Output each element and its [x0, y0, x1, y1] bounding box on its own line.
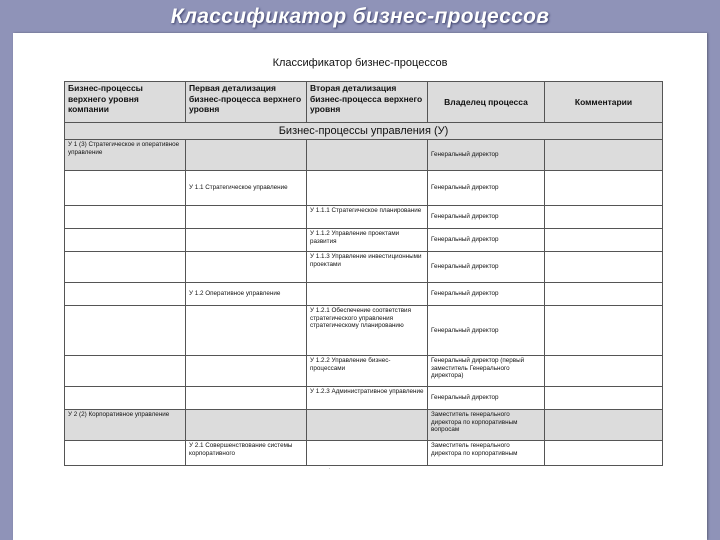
cell-comment — [545, 306, 663, 356]
cell-comment — [545, 252, 663, 283]
header-comments: Комментарии — [545, 82, 663, 123]
cell-comment — [545, 140, 663, 171]
cell-owner: Генеральный директор — [428, 252, 545, 283]
table-row — [65, 306, 663, 356]
cell-top-level — [65, 387, 186, 410]
cell-first-detail — [186, 206, 307, 229]
cell-first-detail — [186, 140, 307, 171]
cell-second-detail: У 1.1.2 Управление проектами развития — [307, 229, 428, 252]
cell-comment — [545, 171, 663, 206]
cell-owner: Генеральный директор (первый заместитель Генерального директора) — [428, 356, 545, 387]
document-title: Классификатор бизнес-процессов — [272, 57, 448, 69]
table-row — [65, 140, 663, 171]
document-page — [13, 33, 707, 540]
cell-owner: Генеральный директор — [428, 306, 545, 356]
cell-top-level — [65, 229, 186, 252]
cell-comment — [545, 283, 663, 306]
table-row — [65, 410, 663, 441]
cell-owner: Генеральный директор — [428, 140, 545, 171]
cell-owner: Генеральный директор — [428, 229, 545, 252]
cell-top-level: У 2 (2) Корпоративное управление — [65, 410, 186, 441]
cell-comment — [545, 441, 663, 466]
header-first-detail: Первая детализация бизнес-процесса верхнего уровня — [186, 82, 307, 123]
table-row — [65, 171, 663, 206]
cell-second-detail — [307, 441, 428, 466]
cell-second-detail — [307, 283, 428, 306]
cell-comment — [545, 410, 663, 441]
cell-second-detail: У 1.2.1 Обеспечение соответствия стратегического управления стратегическому планированию — [307, 306, 428, 356]
table-row — [65, 252, 663, 283]
table-row — [65, 387, 663, 410]
cell-owner: Заместитель генерального директора по корпоративным вопросам — [428, 410, 545, 441]
cell-first-detail — [186, 356, 307, 387]
table-row — [65, 206, 663, 229]
header-second-detail: Вторая детализация бизнес-процесса верхнего уровня — [307, 82, 428, 123]
cell-first-detail — [186, 410, 307, 441]
page-mark: . — [329, 465, 331, 471]
cell-comment — [545, 206, 663, 229]
cell-second-detail — [307, 410, 428, 441]
cell-owner: Заместитель генерального директора по корпоративным — [428, 441, 545, 466]
cell-top-level — [65, 306, 186, 356]
cell-first-detail — [186, 252, 307, 283]
table-row — [65, 283, 663, 306]
section-row — [65, 123, 663, 140]
cell-owner: Генеральный директор — [428, 387, 545, 410]
slide-title: Классификатор бизнес-процессов — [170, 5, 550, 28]
cell-first-detail — [186, 306, 307, 356]
table-row — [65, 441, 663, 466]
cell-second-detail: У 1.1.3 Управление инвестиционными проектами — [307, 252, 428, 283]
cell-first-detail — [186, 387, 307, 410]
cell-top-level — [65, 252, 186, 283]
cell-second-detail: У 1.1.1 Стратегическое планирование — [307, 206, 428, 229]
cell-first-detail: У 1.1 Стратегическое управление — [186, 171, 307, 206]
table-header-row — [65, 82, 663, 123]
cell-comment — [545, 356, 663, 387]
process-classifier-table — [64, 81, 663, 466]
cell-second-detail — [307, 140, 428, 171]
cell-comment — [545, 229, 663, 252]
cell-comment — [545, 387, 663, 410]
cell-top-level — [65, 283, 186, 306]
table-row — [65, 229, 663, 252]
cell-top-level: У 1 (3) Стратегическое и оперативное управление — [65, 140, 186, 171]
header-top-level-processes: Бизнес-процессы верхнего уровня компании — [65, 82, 186, 123]
section-label: Бизнес-процессы управления (У) — [65, 123, 663, 140]
cell-owner: Генеральный директор — [428, 283, 545, 306]
cell-first-detail — [186, 229, 307, 252]
cell-top-level — [65, 206, 186, 229]
cell-second-detail: У 1.2.2 Управление бизнес-процессами — [307, 356, 428, 387]
cell-second-detail — [307, 171, 428, 206]
table-row — [65, 356, 663, 387]
cell-first-detail: У 2.1 Совершенствование системы корпоративного — [186, 441, 307, 466]
cell-top-level — [65, 356, 186, 387]
cell-owner: Генеральный директор — [428, 206, 545, 229]
header-process-owner: Владелец процесса — [428, 82, 545, 123]
cell-top-level — [65, 441, 186, 466]
cell-owner: Генеральный директор — [428, 171, 545, 206]
cell-top-level — [65, 171, 186, 206]
cell-first-detail: У 1.2 Оперативное управление — [186, 283, 307, 306]
cell-second-detail: У 1.2.3 Административное управление — [307, 387, 428, 410]
